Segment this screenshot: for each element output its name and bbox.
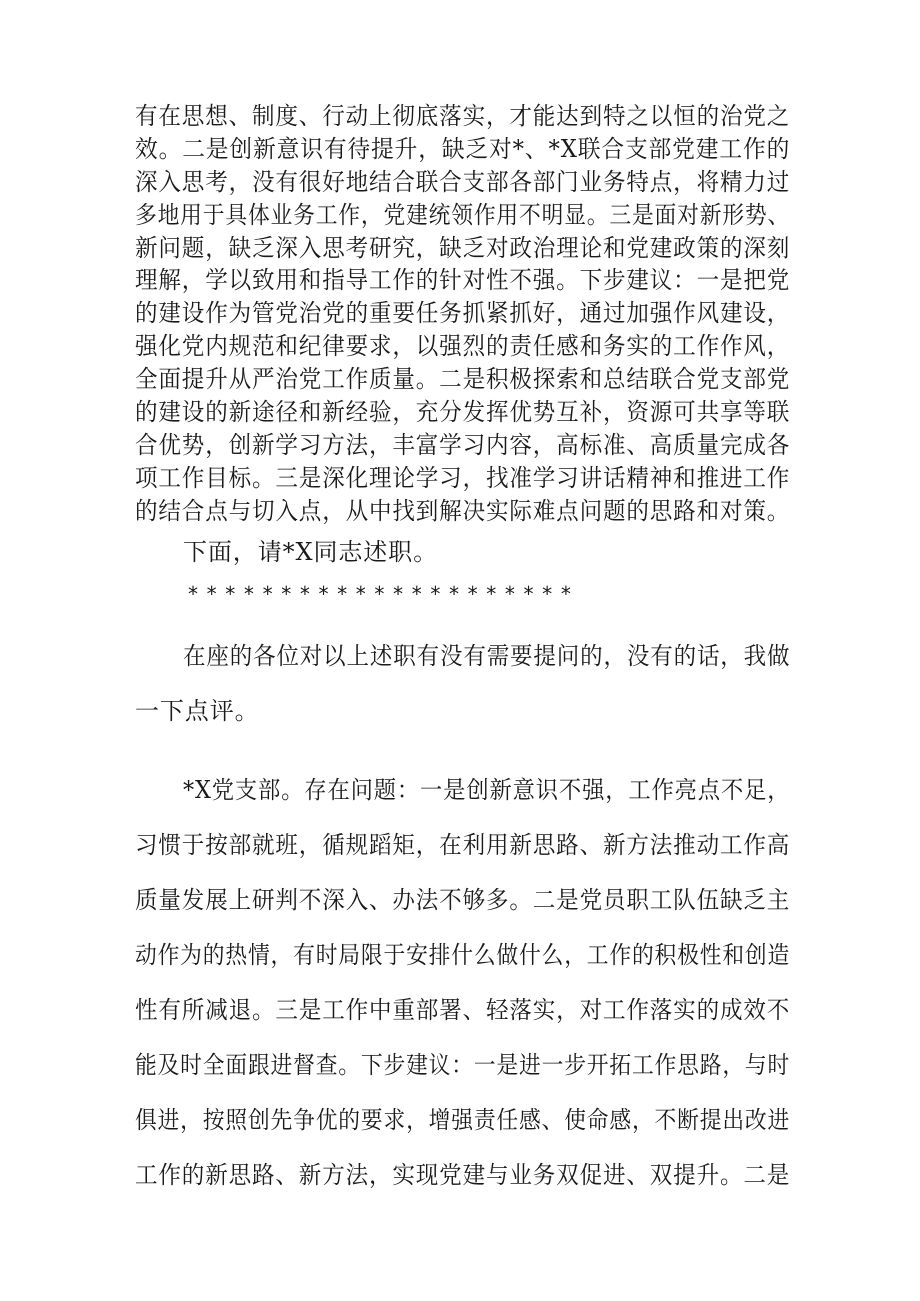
paragraph-4-line: 质量发展上研判不深入、办法不够多。二是党员职工队伍缺乏主 (135, 886, 791, 914)
paragraph-3-line: 一下点评。 (135, 697, 260, 725)
separator-stars: ********************* (187, 582, 579, 606)
paragraph-1-line: 项工作目标。三是深化理论学习，找准学习讲话精神和推进工作 (135, 464, 791, 492)
paragraph-2: 下面，请*X同志述职。 (183, 538, 438, 566)
paragraph-4-line: *X党支部。存在问题：一是创新意识不强，工作亮点不足， (183, 776, 791, 804)
paragraph-1-line: 效。二是创新意识有待提升，缺乏对*、*X联合支部党建工作的 (135, 135, 791, 163)
paragraph-4-line: 能及时全面跟进督查。下步建议：一是进一步开拓工作思路，与时 (135, 1051, 791, 1079)
paragraph-1-line: 多地用于具体业务工作，党建统领作用不明显。三是面对新形势、 (135, 201, 791, 229)
paragraph-4-line: 动作为的热情，有时局限于安排什么做什么，工作的积极性和创造 (135, 941, 791, 969)
paragraph-4-line: 俱进，按照创先争优的要求，增强责任感、使命感，不断提出改进 (135, 1106, 791, 1134)
paragraph-1-line: 强化党内规范和纪律要求，以强烈的责任感和务实的工作作风， (135, 332, 791, 360)
paragraph-1-line: 的建设的新途径和新经验，充分发挥优势互补，资源可共享等联 (135, 398, 791, 426)
paragraph-1-line: 新问题，缺乏深入思考研究，缺乏对政治理论和党建政策的深刻 (135, 234, 791, 262)
paragraph-4-line: 工作的新思路、新方法，实现党建与业务双促进、双提升。二是 (135, 1161, 791, 1189)
paragraph-1-line: 全面提升从严治党工作质量。二是积极探索和总结联合党支部党 (135, 365, 791, 393)
paragraph-1-line: 的结合点与切入点，从中找到解决实际难点问题的思路和对策。 (135, 497, 791, 525)
paragraph-1-line: 合优势，创新学习方法，丰富学习内容，高标准、高质量完成各 (135, 431, 791, 459)
paragraph-4-line: 性有所减退。三是工作中重部署、轻落实，对工作落实的成效不 (135, 996, 791, 1024)
paragraph-4-line: 习惯于按部就班，循规蹈矩，在利用新思路、新方法推动工作高 (135, 831, 791, 859)
paragraph-1-line: 有在思想、制度、行动上彻底落实，才能达到特之以恒的治党之 (135, 102, 791, 130)
paragraph-3-line: 在座的各位对以上述职有没有需要提问的，没有的话，我做 (183, 642, 791, 670)
paragraph-1-line: 深入思考，没有很好地结合联合支部各部门业务特点，将精力过 (135, 168, 791, 196)
paragraph-1-line: 的建设作为管党治党的重要任务抓紧抓好，通过加强作风建设， (135, 299, 791, 327)
paragraph-1-line: 理解，学以致用和指导工作的针对性不强。下步建议：一是把党 (135, 266, 791, 294)
